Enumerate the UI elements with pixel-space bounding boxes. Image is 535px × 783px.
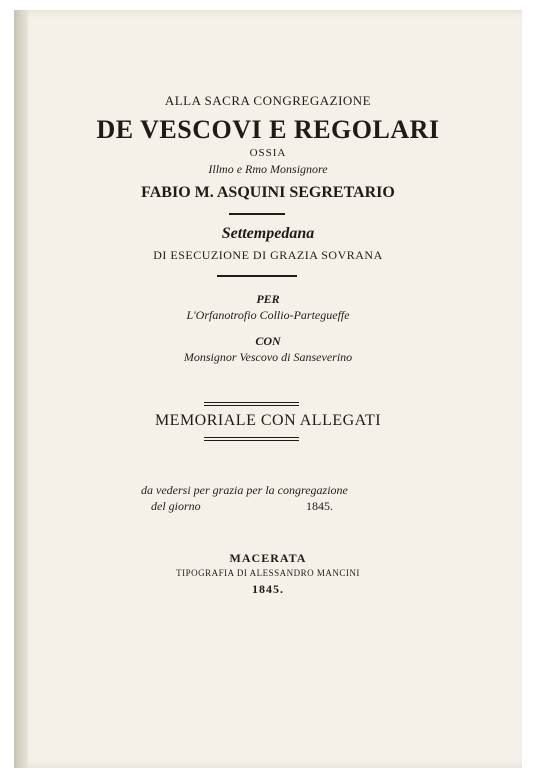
text-del-giorno: del giorno <box>151 499 201 513</box>
text-vedersi: da vedersi per grazia per la congregazione <box>141 483 348 497</box>
text-year-1845: 1845. <box>306 499 333 513</box>
heading-settempedana: Settempedana <box>221 225 315 242</box>
imprint-year: 1845. <box>252 582 284 596</box>
date-block <box>141 482 376 514</box>
divider-rule-4 <box>204 437 299 441</box>
imprint-printer: TIPOGRAFIA DI ALESSANDRO MANCINI <box>176 568 360 578</box>
heading-main-title: DE VESCOVI E REGOLARI <box>96 115 440 144</box>
divider-rule-2 <box>217 275 297 277</box>
heading-honorific: Illmo e Rmo Monsignore <box>208 162 328 176</box>
heading-secretary: FABIO M. ASQUINI SEGRETARIO <box>141 184 395 201</box>
text-bishop: Monsignor Vescovo di Sanseverino <box>183 350 353 364</box>
heading-execution: DI ESECUZIONE DI GRAZIA SOVRANA <box>153 248 383 262</box>
imprint-city: MACERATA <box>229 551 307 565</box>
divider-rule-1 <box>229 213 285 215</box>
heading-congregation: ALLA SACRA CONGREGAZIONE <box>164 93 372 108</box>
divider-rule-3 <box>204 402 299 406</box>
label-con: CON <box>255 334 281 348</box>
label-per: PER <box>256 292 280 306</box>
heading-memoriale: MEMORIALE CON ALLEGATI <box>154 412 382 429</box>
text-orphanage: L'Orfanotrofio Collio-Partegueffe <box>186 308 350 322</box>
date-row <box>141 498 376 514</box>
heading-ossia: OSSIA <box>249 147 287 159</box>
